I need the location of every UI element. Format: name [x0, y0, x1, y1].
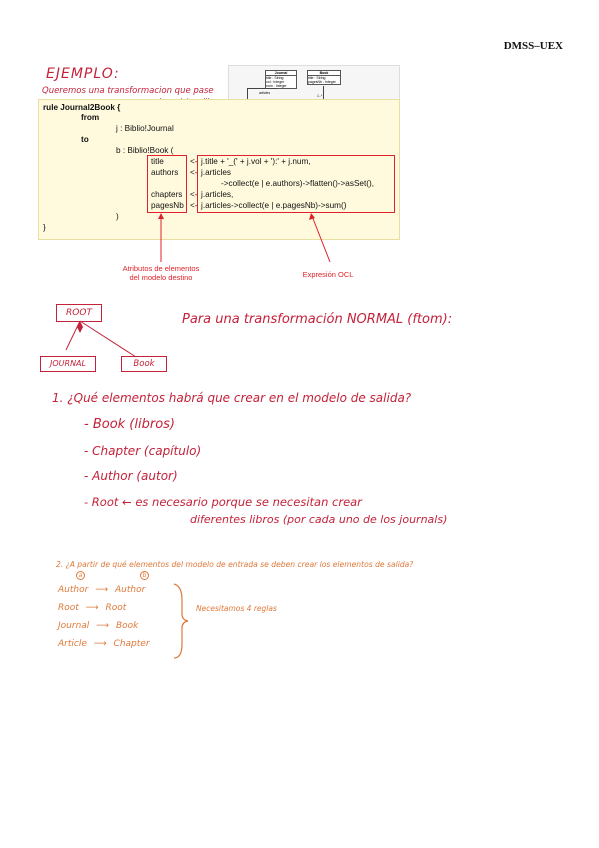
mapping-arrow: ⟶: [93, 639, 107, 649]
code-from: from: [81, 113, 100, 122]
mapping-source: Journal: [58, 621, 90, 631]
tree-node-book: Book: [121, 356, 167, 372]
mapping-target: Book: [115, 621, 139, 631]
code-arrow: <-: [190, 157, 198, 166]
code-to: to: [81, 135, 89, 144]
mapping-arrow: ⟶: [96, 621, 110, 631]
uml-label: articles: [259, 91, 271, 95]
q1-root-line-1: - Root ← es necesario porque se necesitan crear: [84, 495, 362, 509]
mapping-arrow: ⟶: [85, 603, 99, 613]
mapping-target: Chapter: [113, 639, 150, 649]
tree-edge: [80, 321, 136, 357]
code-arrow: <-: [190, 201, 198, 210]
mapping-row: [58, 603, 126, 613]
example-title: EJEMPLO:: [46, 66, 120, 82]
tree-edges: [0, 0, 599, 400]
rules-needed-note: Necesitamos 4 reglas: [196, 604, 277, 613]
code-close-paren: ): [116, 212, 119, 221]
code-prop-pagesnb: pagesNb: [151, 201, 184, 210]
uml-label: 1..*: [317, 94, 323, 98]
example-line-1: Queremos una transformacion que pase: [42, 86, 214, 96]
mapping-source: Author: [58, 585, 89, 595]
mapping-row: [58, 585, 145, 595]
code-expr-authors: j.articles: [201, 168, 232, 177]
q2-mark-b: b: [140, 571, 149, 580]
code-arrow: <-: [190, 190, 198, 199]
question-2: 2. ¿A partir de qué elementos del modelo de entrada se deben crear los elementos de salida?: [56, 560, 414, 569]
mapping-row: [58, 621, 138, 631]
uml-class-book: Book title : String pagesNb : Integer: [307, 70, 341, 85]
tree-root-node: ROOT: [56, 304, 102, 322]
mapping-row: [58, 639, 150, 649]
uml-class-journal: Journal title : String vol : Integer num : Integer: [265, 70, 297, 89]
code-expr-title: j.title + '_(' + j.vol + '):' + j.num,: [201, 157, 311, 166]
code-prop-title: title: [151, 157, 164, 166]
mapping-source: Root: [58, 603, 79, 613]
code-close-brace: }: [43, 223, 46, 232]
q1-item-author: - Author (autor): [84, 469, 178, 483]
mapping-target: Root: [105, 603, 127, 613]
code-expr-authors-cont: ->collect(e | e.authors)->flatten()->asSet(),: [221, 179, 374, 188]
mapping-arrow: ⟶: [95, 585, 109, 595]
q2-mark-a: a: [76, 571, 85, 580]
code-prop-authors: authors: [151, 168, 179, 177]
tree-node-journal: JOURNAL: [40, 356, 96, 372]
mapping-brace: [172, 582, 192, 660]
q1-item-chapter: - Chapter (capítulo): [84, 444, 202, 458]
annotation-target-attributes: Atributos de elementos del modelo destino: [122, 264, 200, 282]
q1-root-line-2: diferentes libros (por cada uno de los journals): [190, 513, 448, 526]
code-rule: rule Journal2Book {: [43, 103, 121, 112]
mapping-target: Author: [114, 585, 146, 595]
q1-item-book: - Book (libros): [84, 417, 175, 432]
code-arrow: <-: [190, 168, 198, 177]
annotation-ocl-expression: Expresión OCL: [302, 270, 354, 279]
code-expr-chapters: j.articles,: [201, 190, 234, 199]
mapping-source: Article: [58, 639, 87, 649]
code-expr-pagesnb: j.articles->collect(e | e.pagesNb)->sum(): [201, 201, 347, 210]
document-header: DMSS–UEX: [503, 40, 563, 52]
code-prop-chapters: chapters: [151, 190, 183, 199]
code-target-decl: b : Biblio!Book (: [116, 146, 174, 155]
normal-transformation-title: Para una transformación NORMAL (ftom):: [182, 312, 453, 327]
code-source-decl: j : Biblio!Journal: [116, 124, 174, 133]
question-1: 1. ¿Qué elementos habrá que crear en el modelo de salida?: [52, 391, 412, 405]
